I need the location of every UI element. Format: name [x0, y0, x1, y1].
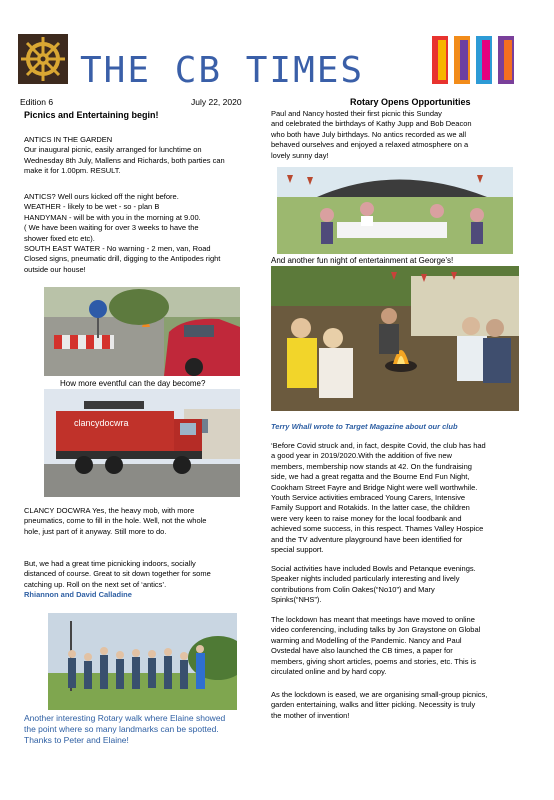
picnic-line: catching up. Roll on the next set of ‘antics’.: [24, 579, 167, 589]
target-para-4: [271, 690, 519, 721]
para-line: Social activities have included Bowls and Petanque evenings.: [271, 564, 476, 573]
antics-story: [24, 192, 264, 275]
left-headline: Picnics and Entertaining begin!: [24, 110, 159, 120]
story-line: WEATHER - likely to be wet - so - plan B: [24, 202, 160, 212]
garden-picnic-photo: [277, 167, 513, 254]
intro-line: Paul and Nancy hosted their first picnic this Sunday: [271, 109, 442, 118]
target-para-1: [271, 441, 519, 555]
intro-section: [271, 109, 519, 161]
intro-line: and celebrated the birthdays of Kathy Jupp and Bob Deacon: [271, 119, 472, 129]
clancy-line: hole, just part of it anyway. Still more to do.: [24, 526, 167, 536]
george-caption: And another fun night of entertainment at George’s!: [271, 256, 454, 265]
para-line: side, we had a great regatta and the Bourne End Fun Night,: [271, 472, 470, 482]
para-line: Family Support and Rotakids. In the latter case, the children: [271, 503, 470, 513]
story-line: SOUTH EAST WATER - No warning - 2 men, van, Road: [24, 244, 211, 254]
story-line: ANTICS? Well ours kicked off the night before.: [24, 192, 179, 201]
rotary-walk-photo: [48, 613, 237, 710]
para-line: and the TV adventure playground have been identified for: [271, 534, 463, 544]
para-line: were very keen to raise money for the local foodbank and: [271, 513, 462, 523]
story-line: outside our house!: [24, 264, 86, 274]
walk-caption-line: Thanks to Peter and Elaine!: [24, 735, 129, 745]
author-signature: Rhiannon and David Calladine: [24, 590, 132, 600]
para-line: warming and Modelling of the Pandemic. Nancy and Paul: [271, 635, 462, 645]
rotary-wheel-logo: [18, 34, 68, 84]
para-line: garden entertaining, walks and litter picking. Necessity is truly: [271, 700, 476, 710]
para-line: The lockdown has meant that meetings have moved to online: [271, 615, 475, 624]
antics-title: ANTICS IN THE GARDEN: [24, 135, 113, 144]
intro-line: lovely sunny day!: [271, 150, 329, 160]
truck-photo: [44, 389, 240, 497]
clancy-section: [24, 506, 264, 537]
para-line: the mother of invention!: [271, 710, 350, 720]
para-line: achieved some success, in this respect. Thames Valley Hospice: [271, 524, 484, 534]
antics-section: [24, 135, 264, 177]
walk-caption-line: the point where so many landmarks can be spotted.: [24, 724, 219, 734]
clancy-line: pneumatics, come to fill in the hole. Well, not the whole: [24, 516, 207, 526]
story-line: ( We have been waiting for over 3 weeks to have the: [24, 223, 199, 233]
para-line: members, membership now stands at 42. On the fundraising: [271, 461, 472, 471]
roadworks-photo: [44, 287, 240, 376]
antics-line: Our inaugural picnic, easily arranged for lunchtime on: [24, 145, 202, 155]
target-para-2: [271, 564, 519, 606]
para-line: contributions from Colin Oakes(“No10”) and Mary: [271, 584, 435, 594]
firepit-evening-photo: [271, 266, 519, 411]
picnic-line: But, we had a great time picnicking indoors, socially: [24, 559, 196, 568]
para-line: Ovstedal have also launched the CB times, a paper for: [271, 646, 453, 656]
masthead-title: THE CB TIMES: [80, 50, 365, 91]
story-line: Closed signs, pneumatic drill, digging to the Antipodes right: [24, 254, 221, 264]
para-line: members, giving short articles, poems and stories, etc. This is: [271, 656, 476, 666]
issue-date: July 22, 2020: [191, 97, 242, 107]
para-line: circulated online and by hard copy.: [271, 667, 387, 677]
antics-line: make it for 1.00pm. RESULT.: [24, 166, 121, 176]
para-line: a good year in 2019/2020.With the addition of five new: [271, 451, 452, 461]
para-line: ‘Before Covid struck and, in fact, despite Covid, the club has had: [271, 441, 486, 450]
colored-doors-logo: [430, 34, 524, 86]
antics-line: Wednesday 8th July, Mallens and Richards, both parties can: [24, 155, 225, 165]
terry-byline: Terry Whall wrote to Target Magazine about our club: [271, 422, 458, 431]
story-line: shower fixed etc etc).: [24, 233, 95, 243]
intro-line: behaved ourselves and enjoyed a relaxed atmosphere on a: [271, 140, 469, 150]
roadworks-caption: How more eventful can the day become?: [60, 379, 206, 388]
para-line: Youth Service activities embraced Young Carers, Intensive: [271, 493, 466, 503]
clancy-line: CLANCY DOCWRA Yes, the heavy mob, with more: [24, 506, 195, 515]
para-line: video conferencing, including talks by Jon Graystone on Global: [271, 625, 481, 635]
picnic-line: distanced of course. Great to sit down together for some: [24, 569, 211, 579]
para-line: Speaker nights included particularly interesting and lively: [271, 574, 460, 584]
picnic-section: [24, 559, 264, 601]
edition-label: Edition 6: [20, 97, 54, 107]
walk-caption: [24, 713, 225, 746]
para-line: As the lockdown is eased, we are organising small-group picnics,: [271, 690, 488, 699]
target-para-3: [271, 615, 519, 677]
walk-caption-line: Another interesting Rotary walk where Elaine showed: [24, 713, 226, 723]
para-line: Spinks(“NHS”).: [271, 595, 322, 605]
intro-line: who both have July birthdays. No antics recorded as we all: [271, 129, 467, 139]
para-line: Cookham Street Fayre and Bridge Night were well worthwhile.: [271, 482, 478, 492]
para-line: special support.: [271, 545, 324, 555]
truck-logo-text: clancydocwra: [74, 418, 129, 428]
right-headline: Rotary Opens Opportunities: [350, 97, 471, 107]
story-line: HANDYMAN - will be with you in the morning at 9.00.: [24, 212, 201, 222]
